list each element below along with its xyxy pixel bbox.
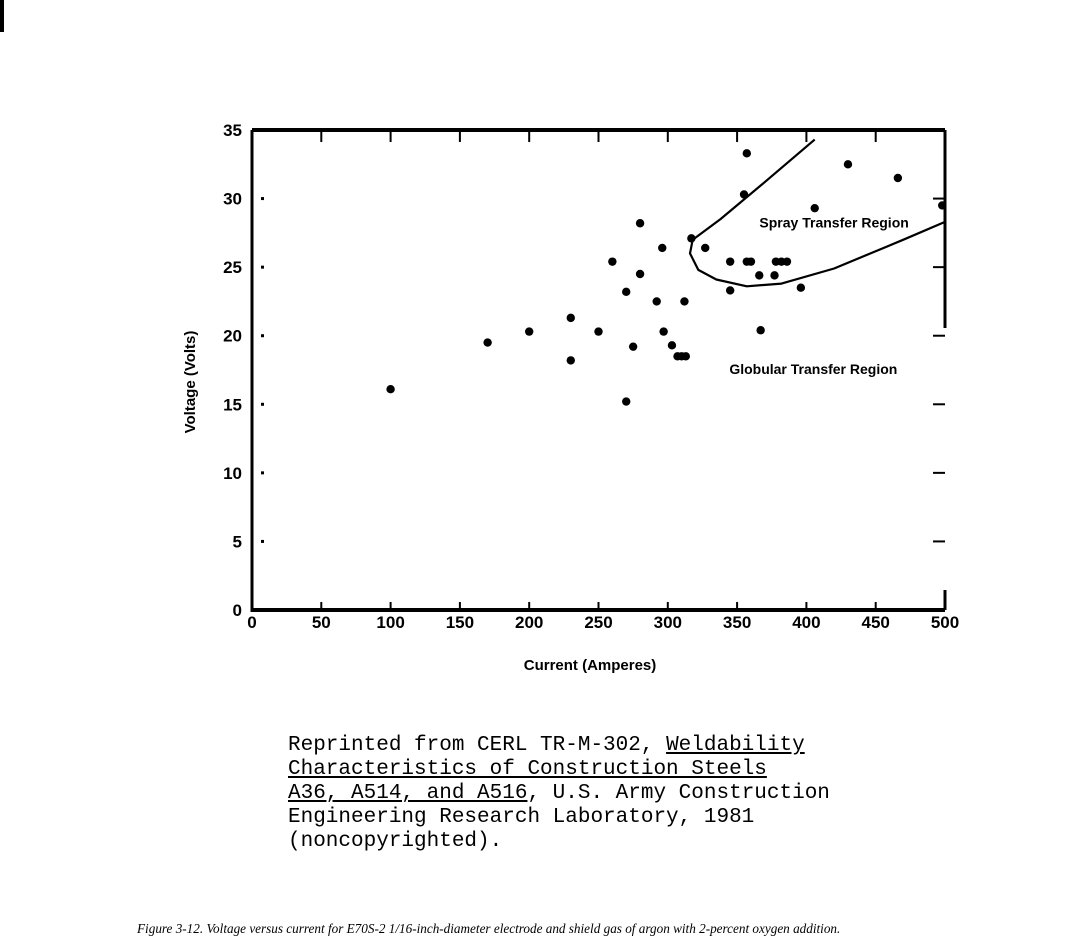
data-point <box>726 286 734 294</box>
y-tick-mark <box>261 197 264 200</box>
y-tick-mark <box>261 540 264 543</box>
y-tick-mark <box>261 266 264 269</box>
reprint-line4: Engineering Research Laboratory, 1981 <box>288 806 755 829</box>
figure-caption: Figure 3-12. Voltage versus current for E70S-2 1/16-inch-diameter electrode and shield gas of argon with 2-percent oxygen addition. <box>137 921 841 936</box>
x-tick-label: 450 <box>861 613 890 632</box>
y-tick-label: 5 <box>232 532 242 552</box>
data-point <box>938 201 946 209</box>
y-tick-mark <box>261 334 264 337</box>
data-point <box>653 297 661 305</box>
reprint-line5: (noncopyrighted). <box>288 830 503 853</box>
data-point <box>636 270 644 278</box>
y-tick-labels <box>223 121 242 620</box>
data-point <box>483 338 491 346</box>
globular-region-label: Globular Transfer Region <box>729 361 898 378</box>
data-point <box>756 326 764 334</box>
x-tick-label: 500 <box>930 613 960 632</box>
y-tick-label: 10 <box>223 463 242 483</box>
data-point <box>668 341 676 349</box>
x-tick-label: 150 <box>445 613 475 632</box>
data-point <box>797 284 805 292</box>
y-tick-label: 25 <box>223 258 242 278</box>
data-point <box>636 219 644 227</box>
data-point <box>567 314 575 322</box>
reprint-prefix: Reprinted from CERL TR-M-302, <box>288 734 667 757</box>
x-axis-title: Current (Amperes) <box>523 657 657 674</box>
reprint-title-line3: A36, A514, and A516 <box>288 782 528 805</box>
data-point <box>743 149 751 157</box>
data-point <box>608 257 616 265</box>
data-point <box>687 234 695 242</box>
y-tick-label: 15 <box>223 395 242 415</box>
x-tick-label: 0 <box>247 613 257 632</box>
data-point <box>629 342 637 350</box>
x-tick-label: 50 <box>311 613 331 632</box>
x-tick-label: 400 <box>792 613 821 632</box>
reprint-note <box>288 734 928 854</box>
reprint-title-line1: Weldability <box>666 734 805 757</box>
data-point <box>783 257 791 265</box>
data-point <box>726 257 734 265</box>
x-tick-label: 300 <box>653 613 682 632</box>
y-tick-mark <box>261 471 264 474</box>
data-point <box>740 190 748 198</box>
data-point <box>770 271 778 279</box>
reprint-title-line2: Characteristics of Construction Steels <box>288 758 767 781</box>
x-tick-label: 100 <box>376 613 405 632</box>
x-tick-label: 250 <box>584 613 613 632</box>
y-tick-mark <box>261 403 264 406</box>
y-tick-label: 35 <box>223 121 242 140</box>
data-point <box>525 327 533 335</box>
y-tick-label: 0 <box>232 601 242 620</box>
data-point <box>386 385 394 393</box>
data-point <box>747 257 755 265</box>
data-point <box>659 327 667 335</box>
data-point <box>567 356 575 364</box>
y-tick-label: 30 <box>223 189 242 209</box>
data-point <box>701 244 709 252</box>
data-point <box>622 288 630 296</box>
data-point <box>680 297 688 305</box>
y-tick-label: 20 <box>223 326 242 346</box>
data-point <box>844 160 852 168</box>
data-point <box>594 327 602 335</box>
x-tick-label: 350 <box>722 613 752 632</box>
data-point <box>894 174 902 182</box>
data-point <box>622 397 630 405</box>
data-point <box>658 244 666 252</box>
data-point <box>811 204 819 212</box>
data-point <box>755 271 763 279</box>
x-tick-labels <box>247 613 959 632</box>
reprint-line3-rest: , U.S. Army Construction <box>527 782 830 805</box>
data-point <box>682 352 690 360</box>
spray-region-label: Spray Transfer Region <box>759 214 909 231</box>
x-tick-label: 200 <box>515 613 544 632</box>
y-axis-title: Voltage (Volts) <box>182 330 199 434</box>
